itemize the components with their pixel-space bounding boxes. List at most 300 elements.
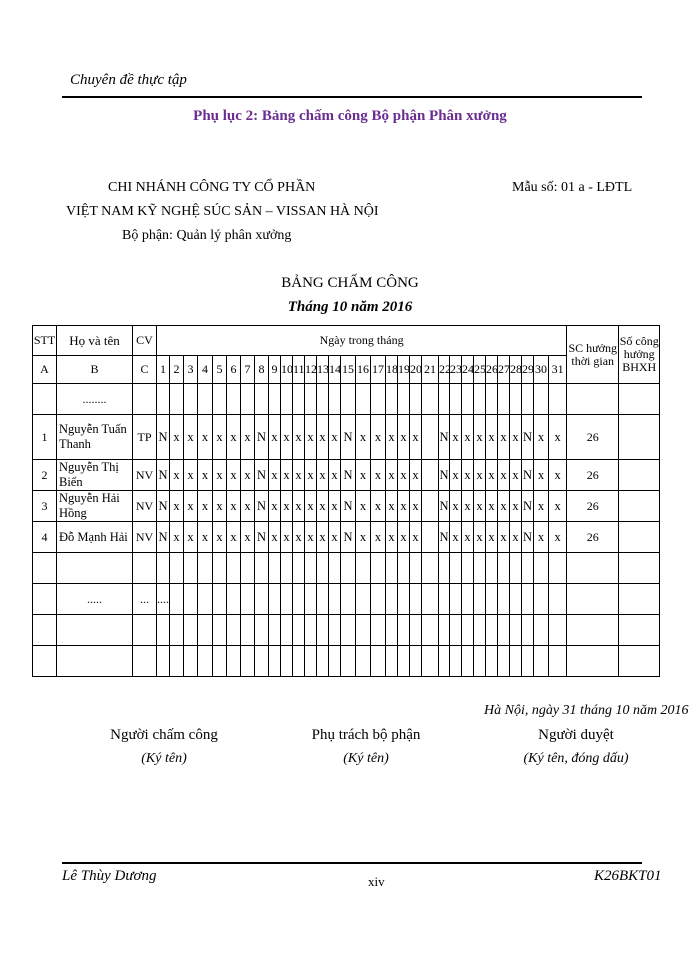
day-mark: x — [281, 460, 293, 491]
empty-cell — [450, 384, 462, 415]
empty-cell — [462, 384, 474, 415]
day-mark: x — [356, 460, 371, 491]
day-mark: x — [486, 460, 498, 491]
day-number: 24 — [462, 356, 474, 384]
signature-title-1: Người chấm công — [110, 727, 218, 743]
empty-cell — [281, 584, 293, 615]
day-mark: N — [522, 415, 534, 460]
header-stt: STT — [33, 326, 57, 356]
day-number: 15 — [341, 356, 356, 384]
empty-cell — [341, 553, 356, 584]
page-header-title: Chuyên đề thực tập — [70, 72, 187, 88]
signature-note-3: (Ký tên, đóng dấu) — [523, 751, 629, 766]
empty-cell — [255, 584, 269, 615]
day-mark: x — [510, 491, 522, 522]
empty-cell — [498, 384, 510, 415]
empty-cell — [133, 646, 157, 677]
day-mark: x — [269, 491, 281, 522]
table-row — [33, 415, 660, 460]
day-mark: N — [439, 522, 450, 553]
empty-cell — [341, 615, 356, 646]
day-number: 31 — [549, 356, 567, 384]
day-mark: x — [486, 415, 498, 460]
empty-cell — [269, 615, 281, 646]
day-mark — [422, 415, 439, 460]
day-number: 7 — [241, 356, 255, 384]
row-bhxh — [619, 460, 660, 491]
empty-cell — [398, 553, 410, 584]
empty-cell — [227, 384, 241, 415]
empty-cell — [371, 384, 386, 415]
day-mark: x — [241, 415, 255, 460]
row-cv: NV — [133, 460, 157, 491]
day-mark: x — [386, 522, 398, 553]
empty-cell — [462, 584, 474, 615]
empty-cell — [422, 384, 439, 415]
empty-cell — [510, 553, 522, 584]
day-mark: x — [534, 460, 549, 491]
day-mark: x — [462, 460, 474, 491]
table-row — [33, 491, 660, 522]
day-mark: x — [462, 522, 474, 553]
day-mark: x — [317, 522, 329, 553]
day-mark: x — [386, 491, 398, 522]
code-c: C — [133, 356, 157, 384]
empty-cell — [498, 553, 510, 584]
day-mark: x — [227, 522, 241, 553]
day-mark: N — [439, 460, 450, 491]
empty-cell — [157, 384, 170, 415]
empty-cell — [549, 384, 567, 415]
empty-cell — [398, 584, 410, 615]
day-mark: x — [534, 415, 549, 460]
day-mark: x — [213, 522, 227, 553]
empty-cell — [439, 384, 450, 415]
day-mark: x — [386, 415, 398, 460]
row-cv: NV — [133, 491, 157, 522]
empty-cell — [450, 646, 462, 677]
empty-cell — [398, 615, 410, 646]
empty-cell — [227, 553, 241, 584]
empty-cell — [619, 584, 660, 615]
signature-note-1: (Ký tên) — [141, 751, 187, 766]
day-mark: x — [198, 522, 213, 553]
day-mark: x — [293, 491, 305, 522]
empty-cell — [486, 553, 498, 584]
day-mark: x — [398, 522, 410, 553]
day-mark: x — [305, 460, 317, 491]
empty-cell — [305, 646, 317, 677]
empty-cell — [422, 615, 439, 646]
day-mark: x — [227, 491, 241, 522]
empty-cell — [522, 646, 534, 677]
empty-cell — [398, 384, 410, 415]
row-name: Nguyễn Tuấn Thanh — [57, 415, 133, 460]
empty-cell — [157, 615, 170, 646]
empty-cell — [170, 646, 184, 677]
day-mark: x — [213, 460, 227, 491]
empty-cell — [371, 553, 386, 584]
empty-cell — [317, 384, 329, 415]
empty-cell — [462, 615, 474, 646]
day-mark — [422, 460, 439, 491]
day-mark: N — [341, 522, 356, 553]
day-number: 21 — [422, 356, 439, 384]
day-mark: x — [498, 415, 510, 460]
empty-cell — [227, 615, 241, 646]
day-number: 16 — [356, 356, 371, 384]
empty-cell — [474, 646, 486, 677]
day-number: 11 — [293, 356, 305, 384]
header-days: Ngày trong tháng — [157, 326, 567, 356]
empty-cell — [255, 384, 269, 415]
day-number: 20 — [410, 356, 422, 384]
empty-cell — [422, 646, 439, 677]
empty-cell — [293, 584, 305, 615]
empty-cell — [510, 646, 522, 677]
day-mark: x — [241, 460, 255, 491]
empty-cell — [462, 553, 474, 584]
row-cv: NV — [133, 522, 157, 553]
day-mark: x — [329, 460, 341, 491]
empty-cell — [293, 615, 305, 646]
day-mark: x — [184, 460, 198, 491]
day-number: 8 — [255, 356, 269, 384]
empty-cell — [269, 584, 281, 615]
row-stt: 1 — [33, 415, 57, 460]
empty-cell — [241, 584, 255, 615]
day-mark: x — [410, 491, 422, 522]
empty-cell — [450, 584, 462, 615]
empty-cell — [510, 584, 522, 615]
day-mark: x — [241, 522, 255, 553]
empty-cell — [255, 646, 269, 677]
empty-cell — [498, 615, 510, 646]
empty-cell — [534, 615, 549, 646]
empty-cell — [462, 646, 474, 677]
day-mark: N — [157, 415, 170, 460]
table-row — [33, 584, 660, 615]
day-mark: x — [534, 522, 549, 553]
empty-cell — [386, 384, 398, 415]
row-name: Nguyễn Thị Biển — [57, 460, 133, 491]
empty-cell — [474, 615, 486, 646]
empty-cell — [439, 553, 450, 584]
empty-cell — [213, 615, 227, 646]
day-mark: x — [371, 460, 386, 491]
day-mark: x — [317, 460, 329, 491]
empty-cell — [198, 615, 213, 646]
day-number: 25 — [474, 356, 486, 384]
document-subtitle: Tháng 10 năm 2016 — [287, 299, 413, 315]
empty-cell — [133, 384, 157, 415]
empty-cell — [281, 384, 293, 415]
day-mark: x — [510, 522, 522, 553]
day-number: 18 — [386, 356, 398, 384]
department: Bộ phận: Quản lý phân xưởng — [122, 228, 292, 243]
empty-cell — [227, 646, 241, 677]
empty-cell — [281, 646, 293, 677]
day-mark: x — [510, 460, 522, 491]
empty-cell — [422, 553, 439, 584]
day-mark: x — [184, 491, 198, 522]
empty-cell — [329, 615, 341, 646]
footer-page-number: xiv — [368, 874, 385, 889]
day-mark: N — [255, 522, 269, 553]
table-row — [33, 460, 660, 491]
empty-cell — [619, 615, 660, 646]
day-number: 10 — [281, 356, 293, 384]
empty-cell — [184, 646, 198, 677]
empty-cell — [619, 646, 660, 677]
day-mark: x — [450, 522, 462, 553]
empty-cell — [549, 584, 567, 615]
empty-cell — [241, 553, 255, 584]
table-row — [33, 553, 660, 584]
empty-cell — [474, 584, 486, 615]
empty-cell — [281, 615, 293, 646]
day-mark: x — [474, 415, 486, 460]
day-number: 27 — [498, 356, 510, 384]
day-number: 4 — [198, 356, 213, 384]
row-name: Đỗ Mạnh Hải — [57, 522, 133, 553]
empty-cell — [371, 615, 386, 646]
empty-cell — [133, 615, 157, 646]
empty-cell — [317, 615, 329, 646]
empty-cell — [386, 646, 398, 677]
header-rule — [62, 96, 642, 98]
empty-cell — [241, 646, 255, 677]
day-mark: x — [549, 415, 567, 460]
empty-cell — [534, 384, 549, 415]
date-place: Hà Nội, ngày 31 tháng 10 năm 2016 — [484, 703, 689, 718]
ellipsis-top: ........ — [57, 384, 133, 415]
empty-cell — [410, 384, 422, 415]
empty-cell — [510, 615, 522, 646]
row-sc: 26 — [567, 491, 619, 522]
day-mark: x — [213, 415, 227, 460]
empty-cell — [213, 646, 227, 677]
day-mark: x — [305, 522, 317, 553]
empty-cell — [213, 384, 227, 415]
empty-cell — [474, 384, 486, 415]
empty-cell — [356, 553, 371, 584]
empty-cell — [567, 384, 619, 415]
day-number: 28 — [510, 356, 522, 384]
empty-cell — [386, 615, 398, 646]
day-mark: x — [184, 522, 198, 553]
day-mark: N — [157, 522, 170, 553]
day-mark: N — [341, 415, 356, 460]
empty-cell — [522, 553, 534, 584]
empty-cell — [33, 646, 57, 677]
empty-cell — [170, 553, 184, 584]
day-mark: x — [498, 460, 510, 491]
day-mark: N — [255, 491, 269, 522]
empty-cell — [549, 615, 567, 646]
day-number: 29 — [522, 356, 534, 384]
empty-cell — [398, 646, 410, 677]
empty-cell — [227, 584, 241, 615]
day-number: 19 — [398, 356, 410, 384]
empty-cell — [534, 646, 549, 677]
empty-cell — [198, 646, 213, 677]
day-mark: x — [356, 415, 371, 460]
empty-cell — [386, 584, 398, 615]
day-mark: x — [486, 522, 498, 553]
footer-author: Lê Thùy Dương — [62, 868, 157, 884]
empty-cell — [305, 615, 317, 646]
empty-cell — [371, 646, 386, 677]
footer-class-code: K26BKT01 — [594, 868, 662, 884]
day-mark: x — [241, 491, 255, 522]
row-bhxh — [619, 415, 660, 460]
day-mark: x — [462, 415, 474, 460]
empty-cell — [255, 615, 269, 646]
empty-cell — [57, 615, 133, 646]
row-sc: 26 — [567, 460, 619, 491]
empty-cell — [422, 584, 439, 615]
day-mark: x — [371, 491, 386, 522]
day-number: 17 — [371, 356, 386, 384]
row-sc: 26 — [567, 415, 619, 460]
day-mark: x — [317, 415, 329, 460]
empty-cell — [567, 615, 619, 646]
day-mark: x — [462, 491, 474, 522]
day-mark: x — [371, 522, 386, 553]
empty-cell — [184, 553, 198, 584]
day-mark: N — [522, 522, 534, 553]
empty-cell — [317, 584, 329, 615]
day-mark: N — [157, 460, 170, 491]
day-mark: N — [522, 491, 534, 522]
day-mark: N — [255, 460, 269, 491]
empty-cell — [241, 384, 255, 415]
empty-cell — [305, 584, 317, 615]
day-mark: N — [439, 491, 450, 522]
row-bhxh — [619, 522, 660, 553]
header-cv: CV — [133, 326, 157, 356]
day-mark: x — [549, 491, 567, 522]
signature-note-2: (Ký tên) — [343, 751, 389, 766]
empty-cell — [486, 615, 498, 646]
day-mark: x — [398, 491, 410, 522]
empty-cell — [534, 553, 549, 584]
day-number: 12 — [305, 356, 317, 384]
day-mark: x — [371, 415, 386, 460]
org-line-1: CHI NHÁNH CÔNG TY CỔ PHẦN — [108, 180, 316, 195]
row-stt: 4 — [33, 522, 57, 553]
day-mark: x — [317, 491, 329, 522]
table-row — [33, 522, 660, 553]
empty-cell — [293, 553, 305, 584]
day-mark: x — [398, 460, 410, 491]
day-number: 3 — [184, 356, 198, 384]
day-mark: x — [534, 491, 549, 522]
empty-cell — [213, 584, 227, 615]
day-number: 5 — [213, 356, 227, 384]
day-mark: x — [198, 415, 213, 460]
empty-cell — [157, 553, 170, 584]
empty-cell — [567, 584, 619, 615]
table-row — [33, 646, 660, 677]
ellipsis-bottom-cv: ... — [133, 584, 157, 615]
empty-cell — [281, 553, 293, 584]
empty-cell — [305, 384, 317, 415]
empty-cell — [619, 384, 660, 415]
document-title: BẢNG CHẤM CÔNG — [281, 275, 419, 291]
empty-cell — [293, 384, 305, 415]
row-cv: TP — [133, 415, 157, 460]
form-code: Mẫu số: 01 a - LĐTL — [512, 180, 633, 195]
empty-cell — [329, 553, 341, 584]
day-mark: x — [498, 522, 510, 553]
day-mark — [422, 522, 439, 553]
day-number: 26 — [486, 356, 498, 384]
day-mark: x — [213, 491, 227, 522]
day-mark: x — [510, 415, 522, 460]
day-mark: x — [184, 415, 198, 460]
day-mark: x — [356, 522, 371, 553]
day-mark: x — [293, 415, 305, 460]
day-mark: x — [410, 460, 422, 491]
empty-cell — [269, 553, 281, 584]
day-number: 22 — [439, 356, 450, 384]
day-number: 30 — [534, 356, 549, 384]
empty-cell — [170, 584, 184, 615]
day-mark: x — [198, 460, 213, 491]
empty-cell — [549, 646, 567, 677]
empty-cell — [198, 384, 213, 415]
empty-cell — [317, 553, 329, 584]
empty-cell — [184, 615, 198, 646]
day-mark: x — [498, 491, 510, 522]
day-mark: x — [170, 522, 184, 553]
day-mark: N — [439, 415, 450, 460]
day-mark: x — [281, 491, 293, 522]
day-mark: x — [305, 415, 317, 460]
empty-cell — [329, 646, 341, 677]
footer-rule — [62, 862, 642, 864]
day-mark: x — [356, 491, 371, 522]
day-mark: x — [450, 460, 462, 491]
day-number: 14 — [329, 356, 341, 384]
day-mark: x — [269, 460, 281, 491]
day-mark: x — [386, 460, 398, 491]
row-stt: 2 — [33, 460, 57, 491]
day-mark: x — [410, 522, 422, 553]
day-mark: x — [549, 460, 567, 491]
empty-cell — [522, 584, 534, 615]
empty-cell — [356, 646, 371, 677]
empty-cell — [439, 646, 450, 677]
day-mark: x — [281, 522, 293, 553]
empty-cell — [619, 553, 660, 584]
appendix-title: Phụ lục 2: Bảng chấm công Bộ phận Phân xưởng — [193, 108, 507, 124]
header-name: Họ và tên — [57, 326, 133, 356]
empty-cell — [33, 553, 57, 584]
day-mark: x — [410, 415, 422, 460]
day-number: 1 — [157, 356, 170, 384]
day-mark: N — [157, 491, 170, 522]
empty-cell — [293, 646, 305, 677]
empty-cell — [567, 646, 619, 677]
table-row — [33, 384, 660, 415]
empty-cell — [486, 384, 498, 415]
empty-cell — [498, 584, 510, 615]
day-mark: x — [269, 522, 281, 553]
day-number: 23 — [450, 356, 462, 384]
